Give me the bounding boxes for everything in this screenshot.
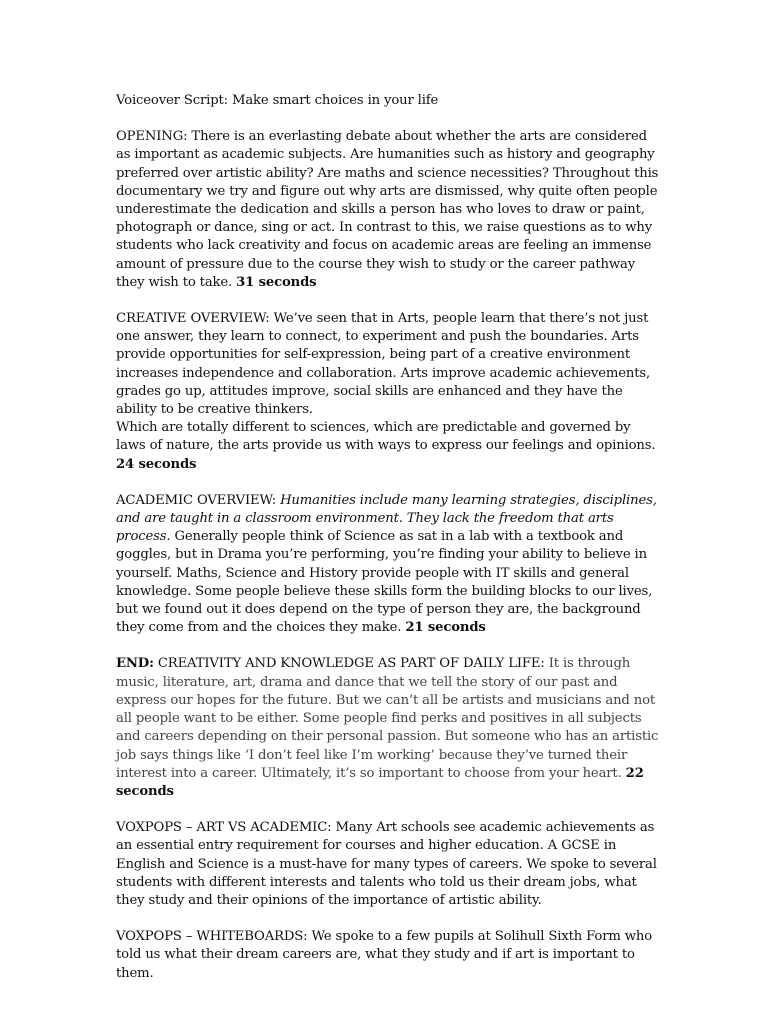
voxpops-art-label: VOXPOPS – ART VS ACADEMIC: xyxy=(116,820,332,836)
opening-label: OPENING: xyxy=(116,129,188,145)
creative-duration: 24 seconds xyxy=(116,456,197,472)
creative-paragraph xyxy=(116,310,662,474)
creative-text: We’ve seen that in Arts, people learn that there’s not just one answer, they learn to connect, to experiment and push the boundaries. Arts provide opportunities for self-expression, being part of a creative environment increases independence and collaboration. Arts improve academic achievements, grades go up, attitudes improve, social skills are enhanced and they have the ability to be creative thinkers. xyxy=(116,311,651,418)
academic-text: Generally people think of Science as sat in a lab with a textbook and goggles, but in Drama you’re performing, you’re finding your ability to believe in yourself. Maths, Science and History provide people with IT skills and general knowledge. Some people believe these skills form the building blocks to our lives, but we found out it does depend on the type of person they are, the background they come from and the choices they make. xyxy=(116,529,653,636)
document-title: Voiceover Script: Make smart choices in your life xyxy=(116,93,439,108)
end-heading: CREATIVITY AND KNOWLEDGE AS PART OF DAILY LIFE: xyxy=(153,656,545,672)
voxpops-whiteboards-text: We spoke to a few pupils at Solihull Sixth Form who told us what their dream careers are, what they study and if art is important to them. xyxy=(116,929,653,981)
voxpops-whiteboards-paragraph xyxy=(116,928,662,983)
voxpops-whiteboards-label: VOXPOPS – WHITEBOARDS: xyxy=(116,929,308,945)
opening-paragraph xyxy=(116,128,662,292)
academic-italic-text: Humanities include many learning strategies, disciplines, and are taught in a classroom environment. They lack the freedom that arts process. xyxy=(116,492,657,545)
academic-label: ACADEMIC OVERVIEW: xyxy=(116,492,277,508)
creative-label: CREATIVE OVERVIEW: xyxy=(116,311,270,327)
end-label: END: xyxy=(116,656,154,672)
creative-text-continued: Which are totally different to sciences, which are predictable and governed by laws of nature, the arts provide us with ways to express our feelings and opinions. xyxy=(116,420,656,454)
script-page xyxy=(116,92,662,983)
opening-duration: 31 seconds xyxy=(236,274,317,290)
end-duration: 22 seconds xyxy=(116,765,644,799)
opening-text: There is an everlasting debate about whether the arts are considered as important as academic subjects. Are humanities such as history and geography preferred over artistic ability? Are maths and science necessities? Throughout this documentary we try and figure out why arts are dismissed, why quite often people underestimate the dedication and skills a person has who loves to draw or paint, photograph or dance, sing or act. In contrast to this, we raise questions as to why students who lack creativity and focus on academic areas are feeling an immense amount of pressure due to the course they wish to study or the career pathway they wish to take. xyxy=(116,129,659,290)
voxpops-art-text: Many Art schools see academic achievements as an essential entry requirement for courses and higher education. A GCSE in English and Science is a must-have for many types of careers. We spoke to several students with different interests and talents who told us their dream jobs, what they study and their opinions of the importance of artistic ability. xyxy=(116,820,657,908)
voxpops-art-paragraph xyxy=(116,819,662,910)
academic-duration: 21 seconds xyxy=(405,620,486,636)
academic-paragraph xyxy=(116,492,662,638)
end-text: It is through music, literature, art, drama and dance that we tell the story of our past and express our hopes for the future. But we can’t all be artists and musicians and not all people want to be either. Some people find perks and positives in all subjects and careers depending on their personal passion. But someone who has an artistic job says things like ‘I don’t feel like I’m working’ because they’ve turned their interest into a career. Ultimately, it’s so important to choose from your heart. xyxy=(116,656,659,781)
end-paragraph xyxy=(116,655,662,801)
